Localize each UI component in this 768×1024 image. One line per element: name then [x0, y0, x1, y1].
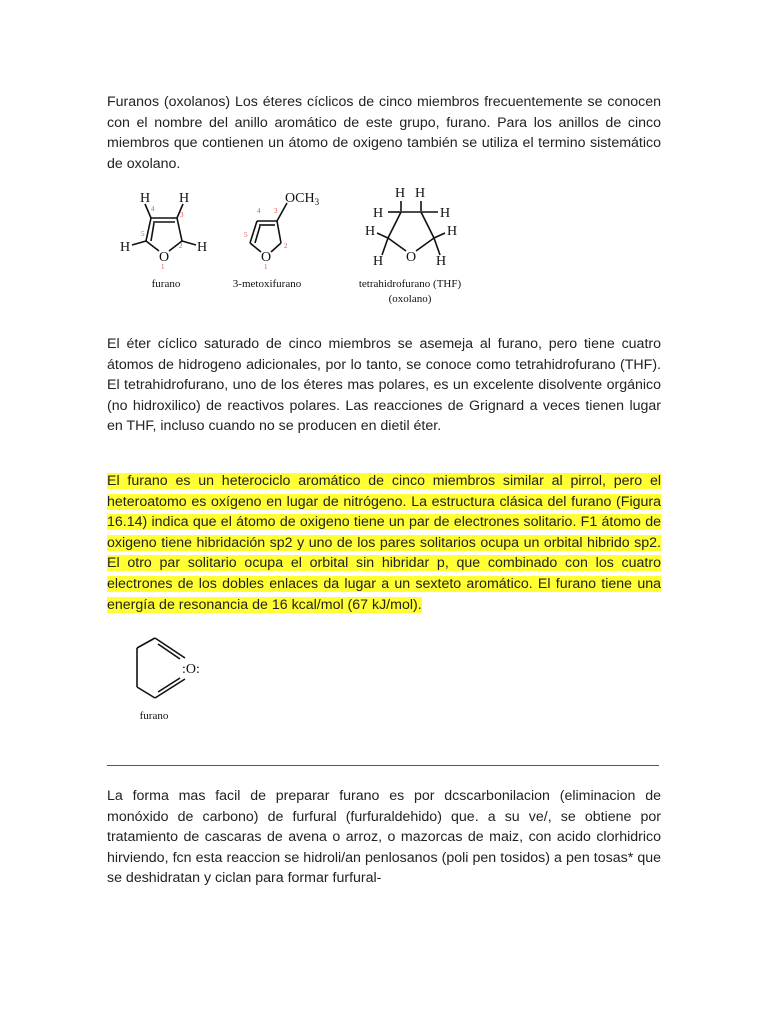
- paragraph-furano-aromatico: [107, 471, 661, 615]
- ring-number: 4: [257, 207, 261, 215]
- atom-h: H: [436, 254, 447, 269]
- figure-furano-resonance: [107, 628, 237, 732]
- ring-number: 3: [180, 211, 184, 219]
- caption-furano: furano: [151, 278, 181, 290]
- atom-o-lone-pairs: :O:: [182, 662, 200, 677]
- atom-o: O: [261, 250, 272, 265]
- ring-number: 5: [244, 231, 248, 239]
- ring-number: 4: [151, 205, 155, 213]
- ring-number: 5: [141, 230, 145, 238]
- paragraph-preparacion: La forma mas facil de preparar furano es por dcscarbonilacion (eliminacion de monóxido de carbono) de furfural (furfuraldehido) que. a su ve/, se obtiene por tratamiento de cascaras de avena o arroz, o mazorcas de maiz, con acido clorhidrico hirviendo, fcn esta reaccion se hidroli/an penlosanos (poli pen tosidos) a pen tosas* que se deshidratan y ciclan para formar furfural-: [107, 788, 661, 887]
- paragraph-thf: El éter cíclico saturado de cinco miembros se asemeja al furano, pero tiene cuatro átomos de hidrogeno adicionales, por lo tanto, se conoce como tetrahidrofurano (THF). El tetrahidrofurano, uno de los éteres mas polares, es un excelente disolvente orgánico (no hidroxilico) de reactivos polares. Las reacciones de Grignard a veces tienen lugar en THF, incluso cuando no se producen en dietil éter.: [107, 336, 661, 435]
- atom-h: H: [179, 191, 190, 206]
- caption-thf: tetrahidrofurano (THF): [358, 278, 462, 290]
- ring-number: 2: [284, 242, 288, 250]
- atom-h: H: [440, 206, 451, 221]
- paragraph-furanos: Furanos (oxolanos) Los éteres cíclicos de cinco miembros frecuentemente se conocen con el nombre del anillo aromático de este grupo, furano. Para los anillos de cinco miembros que contienen un átomo de oxigeno también se utiliza el termino sistemático de oxolano.: [107, 94, 661, 172]
- ring-number: 2: [179, 242, 183, 250]
- section-divider: [107, 765, 659, 766]
- atom-h: H: [197, 240, 208, 255]
- atom-h: H: [373, 254, 384, 269]
- ring-number: 1: [161, 263, 165, 271]
- highlighted-text: El furano es un heterociclo aromático de cinco miembros similar al pirrol, pero el heteroatomo es oxígeno en lugar de nitrógeno. La estructura clásica del furano (Figura 16.14) indica que el átomo de oxigeno tiene un par de electrones solitario. F1 átomo de oxigeno tiene hibridación sp2 y uno de los pares solitarios ocupa un orbital hibrido sp2. El otro par solitario ocupa el orbital sin hibridar p, que combinado con los cuatro electrones de los dobles enlaces da lugar a un sexteto aromático. El furano tiene una energía de resonancia de 16 kcal/mol (67 kJ/mol).: [107, 473, 661, 613]
- ring-number: 3: [274, 207, 278, 215]
- caption-oxolano: (oxolano): [388, 293, 432, 305]
- atom-o: O: [159, 250, 170, 265]
- ring-number: 1: [264, 263, 268, 271]
- atom-h: H: [365, 224, 376, 239]
- atom-h: H: [120, 240, 131, 255]
- atom-h: H: [395, 186, 406, 201]
- caption-furano-2: furano: [139, 710, 169, 722]
- atom-h: H: [447, 224, 458, 239]
- atom-h: H: [415, 186, 426, 201]
- atom-o: O: [406, 250, 417, 265]
- atom-h: H: [140, 191, 151, 206]
- caption-3-metoxifurano: 3-metoxifurano: [232, 278, 302, 290]
- figure-furan-structures: [107, 183, 485, 318]
- atom-h: H: [373, 206, 384, 221]
- substituent-och3: $OCH_3$: [285, 191, 320, 207]
